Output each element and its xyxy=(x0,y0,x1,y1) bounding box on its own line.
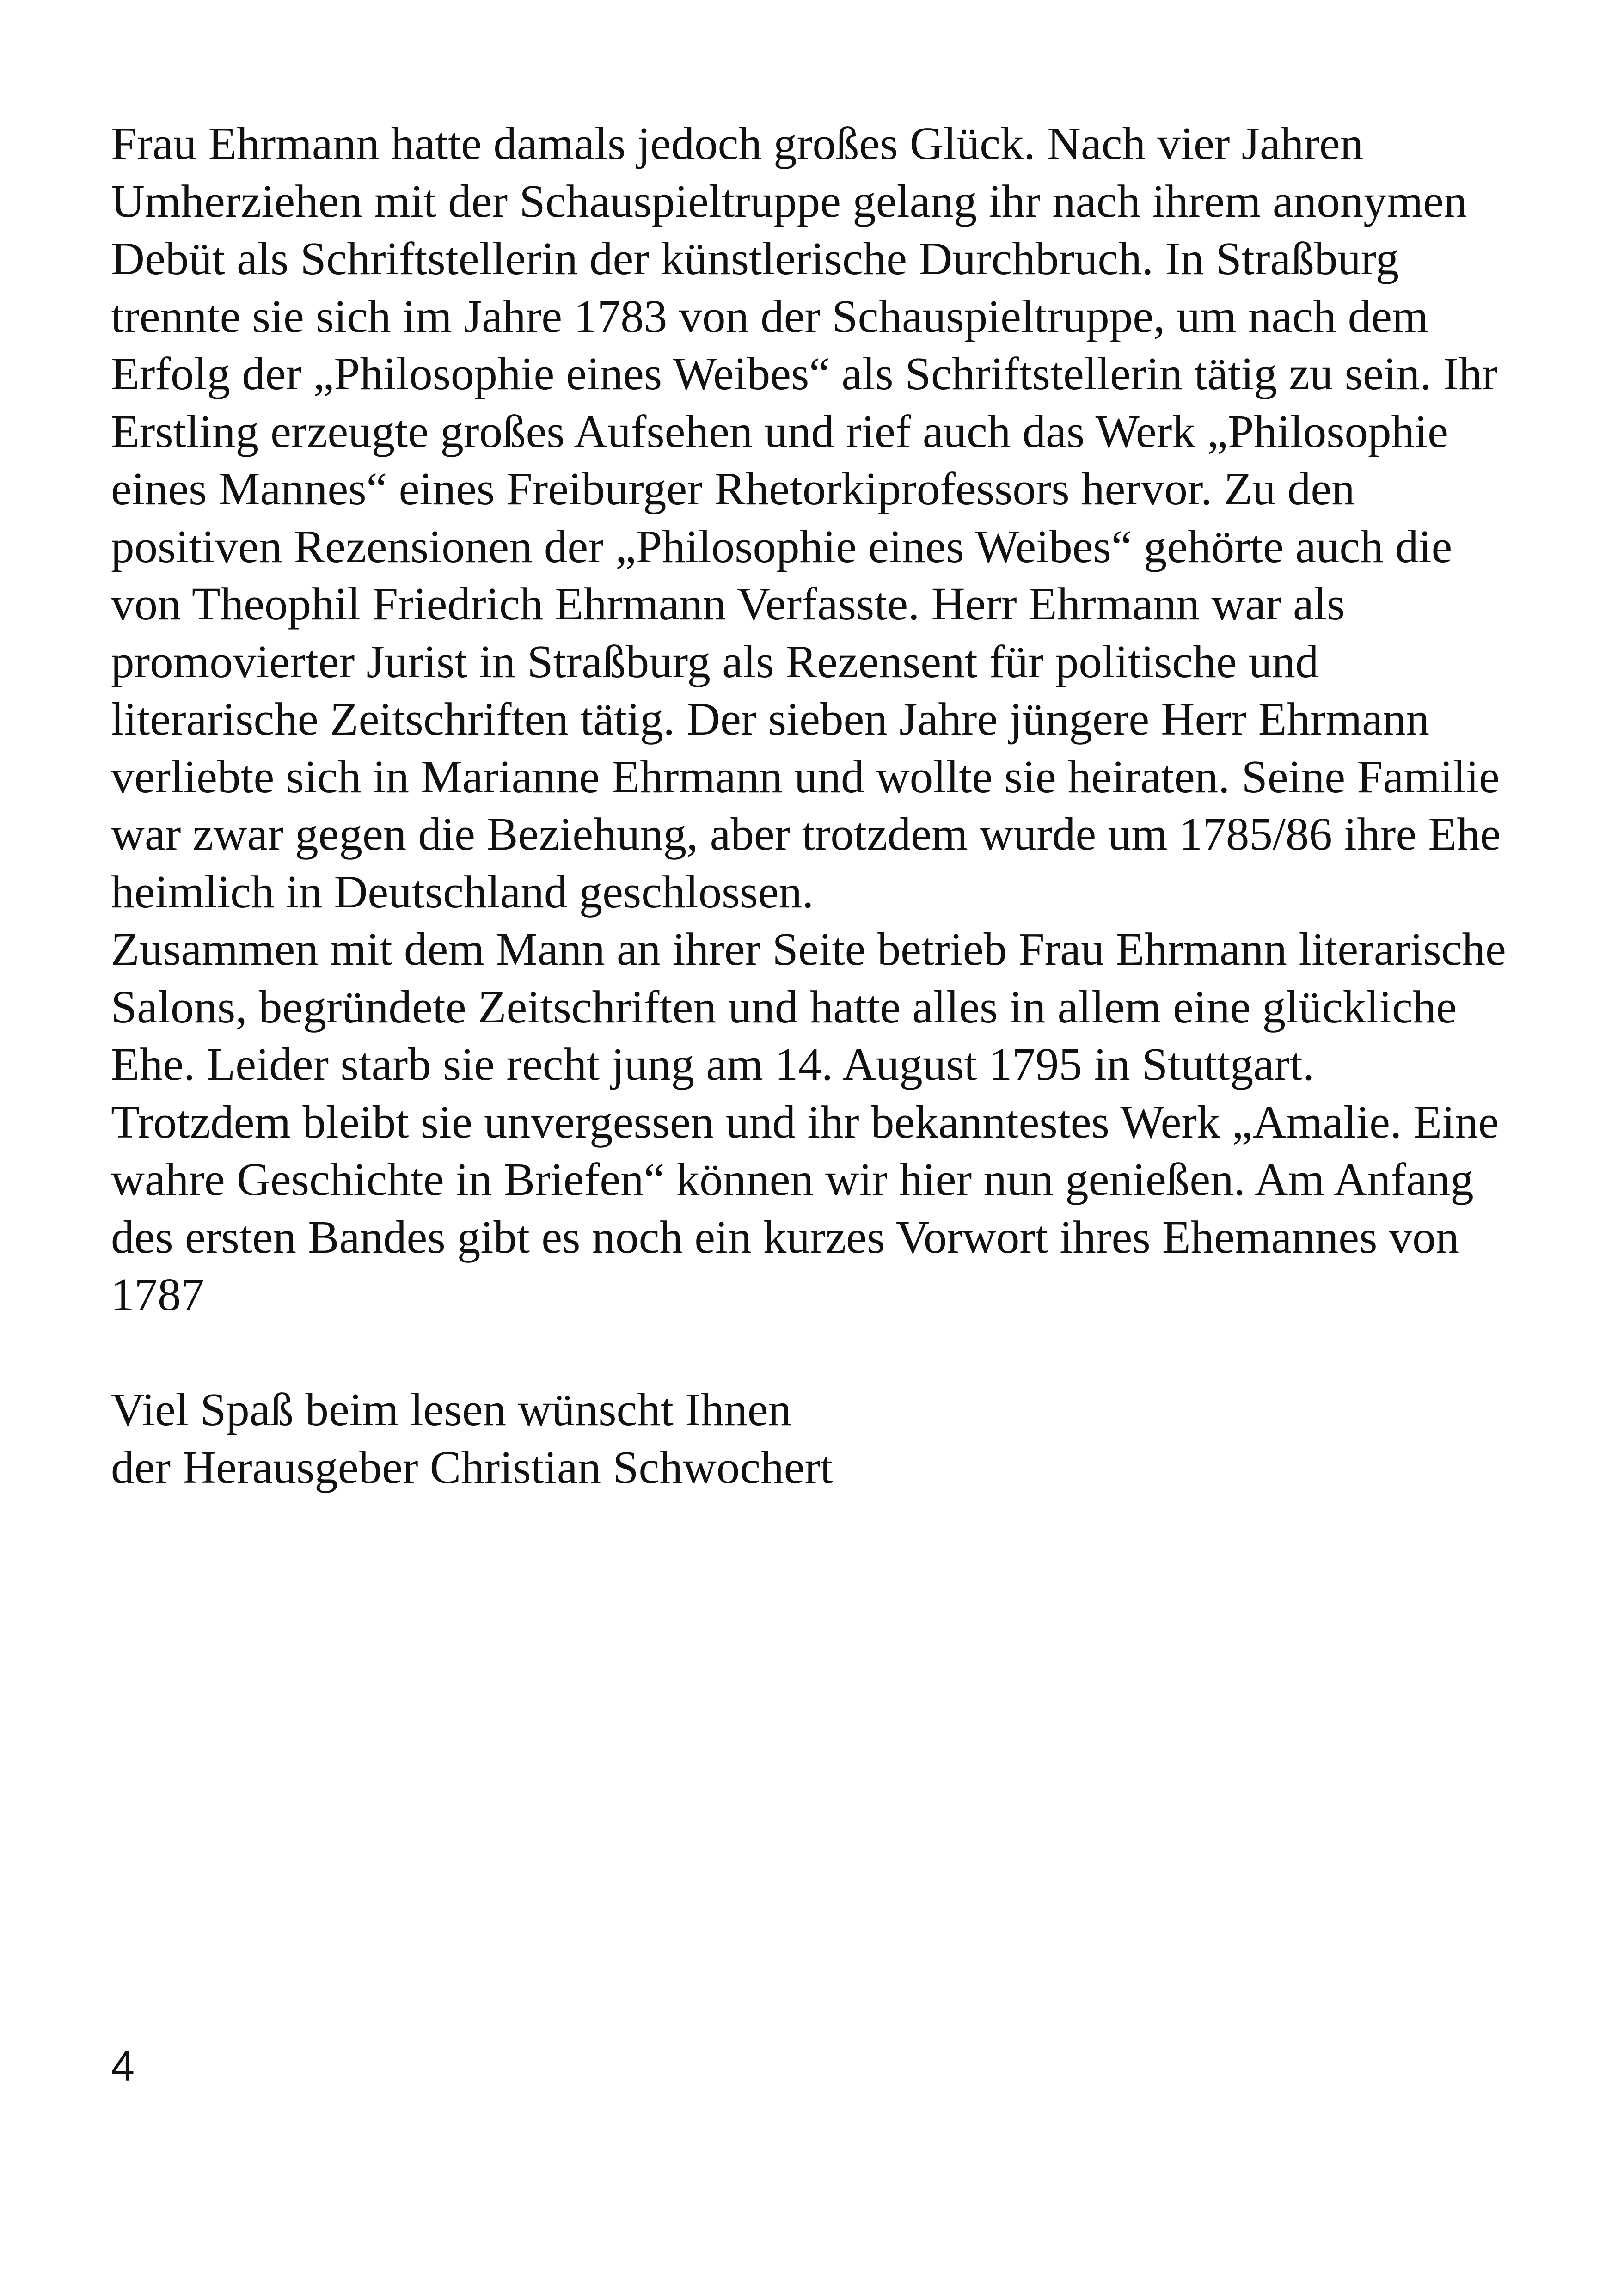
paragraph-spacer xyxy=(111,1323,1526,1381)
text-line: 1787 xyxy=(111,1268,204,1320)
text-line: literarische Zeitschriften tätig. Der sieben Jahre jüngere Herr Ehrmann xyxy=(111,693,1430,745)
text-line: positiven Rezensionen der „Philosophie eines Weibes“ gehörte auch die xyxy=(111,520,1453,572)
text-line: heimlich in Deutschland geschlossen. xyxy=(111,865,814,918)
closing-line: Viel Spaß beim lesen wünscht Ihnen xyxy=(111,1384,792,1435)
text-line: des ersten Bandes gibt es noch ein kurzes Vorwort ihres Ehemannes von xyxy=(111,1211,1459,1263)
text-line: verliebte sich in Marianne Ehrmann und wollte sie heiraten. Seine Familie xyxy=(111,750,1500,802)
text-line: Erfolg der „Philosophie eines Weibes“ als Schriftstellerin tätig zu sein. Ihr xyxy=(111,348,1498,399)
text-line: Frau Ehrmann hatte damals jedoch großes Glück. Nach vier Jahren xyxy=(111,117,1364,169)
body-text xyxy=(111,115,1526,1496)
text-line: Zusammen mit dem Mann an ihrer Seite betrieb Frau Ehrmann literarische xyxy=(111,923,1506,975)
text-line: Debüt als Schriftstellerin der künstlerische Durchbruch. In Straßburg xyxy=(111,233,1399,284)
text-line: war zwar gegen die Beziehung, aber trotzdem wurde um 1785/86 ihre Ehe xyxy=(111,808,1501,860)
text-line: von Theophil Friedrich Ehrmann Verfasste. Herr Ehrmann war als xyxy=(111,578,1345,630)
text-line: Trotzdem bleibt sie unvergessen und ihr bekanntestes Werk „Amalie. Eine xyxy=(111,1096,1499,1148)
text-line: Salons, begründete Zeitschriften und hatte alles in allem eine glückliche xyxy=(111,980,1457,1033)
text-line: Ehe. Leider starb sie recht jung am 14. August 1795 in Stuttgart. xyxy=(111,1038,1315,1090)
text-line: trennte sie sich im Jahre 1783 von der Schauspieltruppe, um nach dem xyxy=(111,290,1428,342)
signature-line: der Herausgeber Christian Schwochert xyxy=(111,1441,834,1493)
text-line: Erstling erzeugte großes Aufsehen und rief auch das Werk „Philosophie xyxy=(111,405,1448,457)
text-line: Umherziehen mit der Schauspieltruppe gelang ihr nach ihrem anonymen xyxy=(111,175,1467,227)
page-number: 4 xyxy=(111,2043,135,2090)
text-line: promovierter Jurist in Straßburg als Rezensent für politische und xyxy=(111,635,1319,687)
text-line: eines Mannes“ eines Freiburger Rhetorkiprofessors hervor. Zu den xyxy=(111,463,1355,514)
text-line: wahre Geschichte in Briefen“ können wir hier nun genießen. Am Anfang xyxy=(111,1153,1474,1205)
